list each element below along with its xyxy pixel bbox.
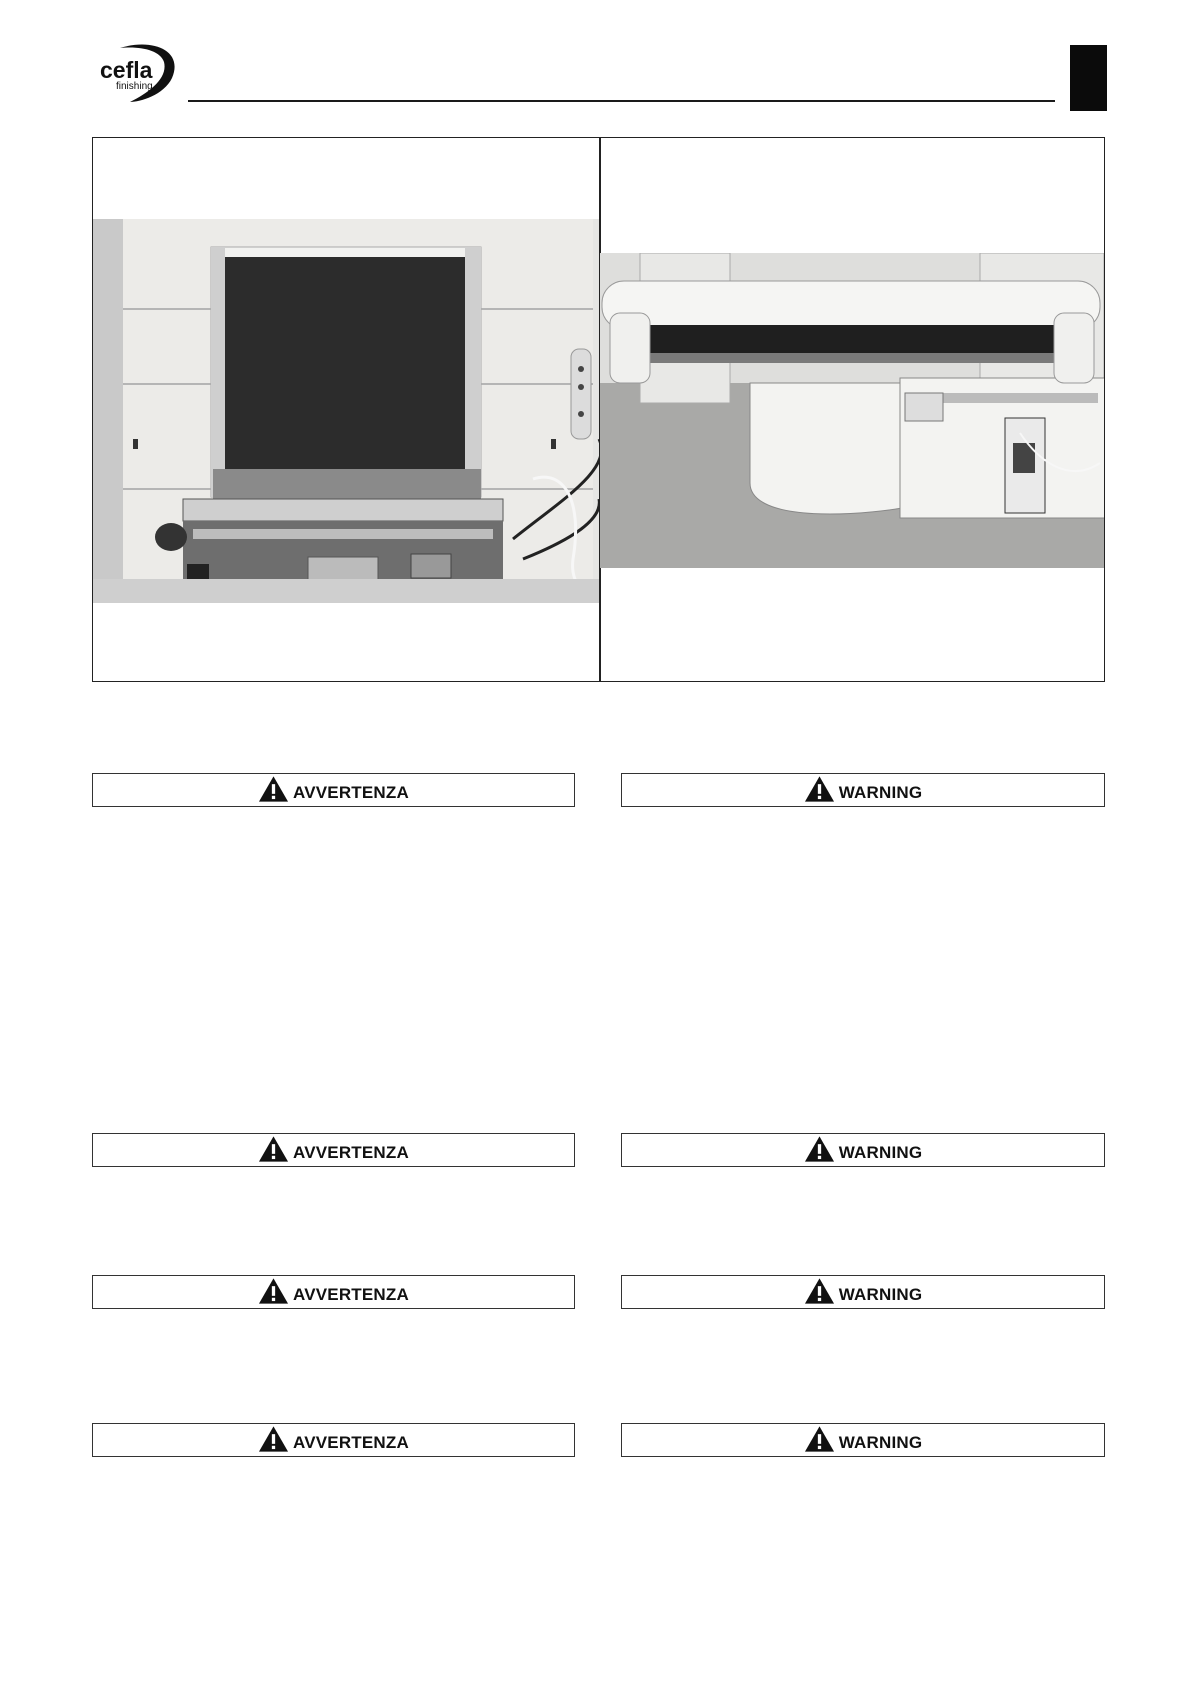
warning-header-en-2 — [621, 1133, 1105, 1167]
warning-triangle-icon — [258, 1425, 289, 1453]
brand-subtitle: finishing — [116, 81, 153, 92]
warning-triangle-icon — [804, 775, 835, 803]
warning-label-en: WARNING — [838, 1433, 923, 1452]
warning-triangle-icon — [804, 1135, 835, 1163]
warning-header-it-3 — [92, 1275, 575, 1309]
warning-triangle-icon — [258, 1277, 289, 1305]
warning-header-en-4 — [621, 1423, 1105, 1457]
warning-label-it: AVVERTENZA — [293, 1285, 409, 1304]
conveyor-roller-photo — [600, 253, 1104, 568]
warning-header-it-4 — [92, 1423, 575, 1457]
header-rule — [188, 100, 1055, 102]
warning-label-en: WARNING — [838, 1285, 923, 1304]
warning-triangle-icon — [804, 1425, 835, 1453]
warning-label-it: AVVERTENZA — [293, 783, 409, 802]
warning-header-en-1 — [621, 773, 1105, 807]
warning-label-en: WARNING — [838, 1143, 923, 1162]
warning-triangle-icon — [804, 1277, 835, 1305]
warning-triangle-icon — [258, 775, 289, 803]
warning-label-en: WARNING — [838, 783, 923, 802]
photo-panel — [92, 137, 1105, 682]
section-tab — [1070, 45, 1107, 111]
warning-header-it-2 — [92, 1133, 575, 1167]
warning-triangle-icon — [258, 1135, 289, 1163]
brand-name: cefla — [100, 57, 153, 83]
warning-label-it: AVVERTENZA — [293, 1143, 409, 1162]
machine-front-open-photo — [93, 219, 599, 603]
warning-header-en-3 — [621, 1275, 1105, 1309]
warning-header-it-1 — [92, 773, 575, 807]
warning-label-it: AVVERTENZA — [293, 1433, 409, 1452]
cefla-finishing-logo — [92, 40, 182, 106]
